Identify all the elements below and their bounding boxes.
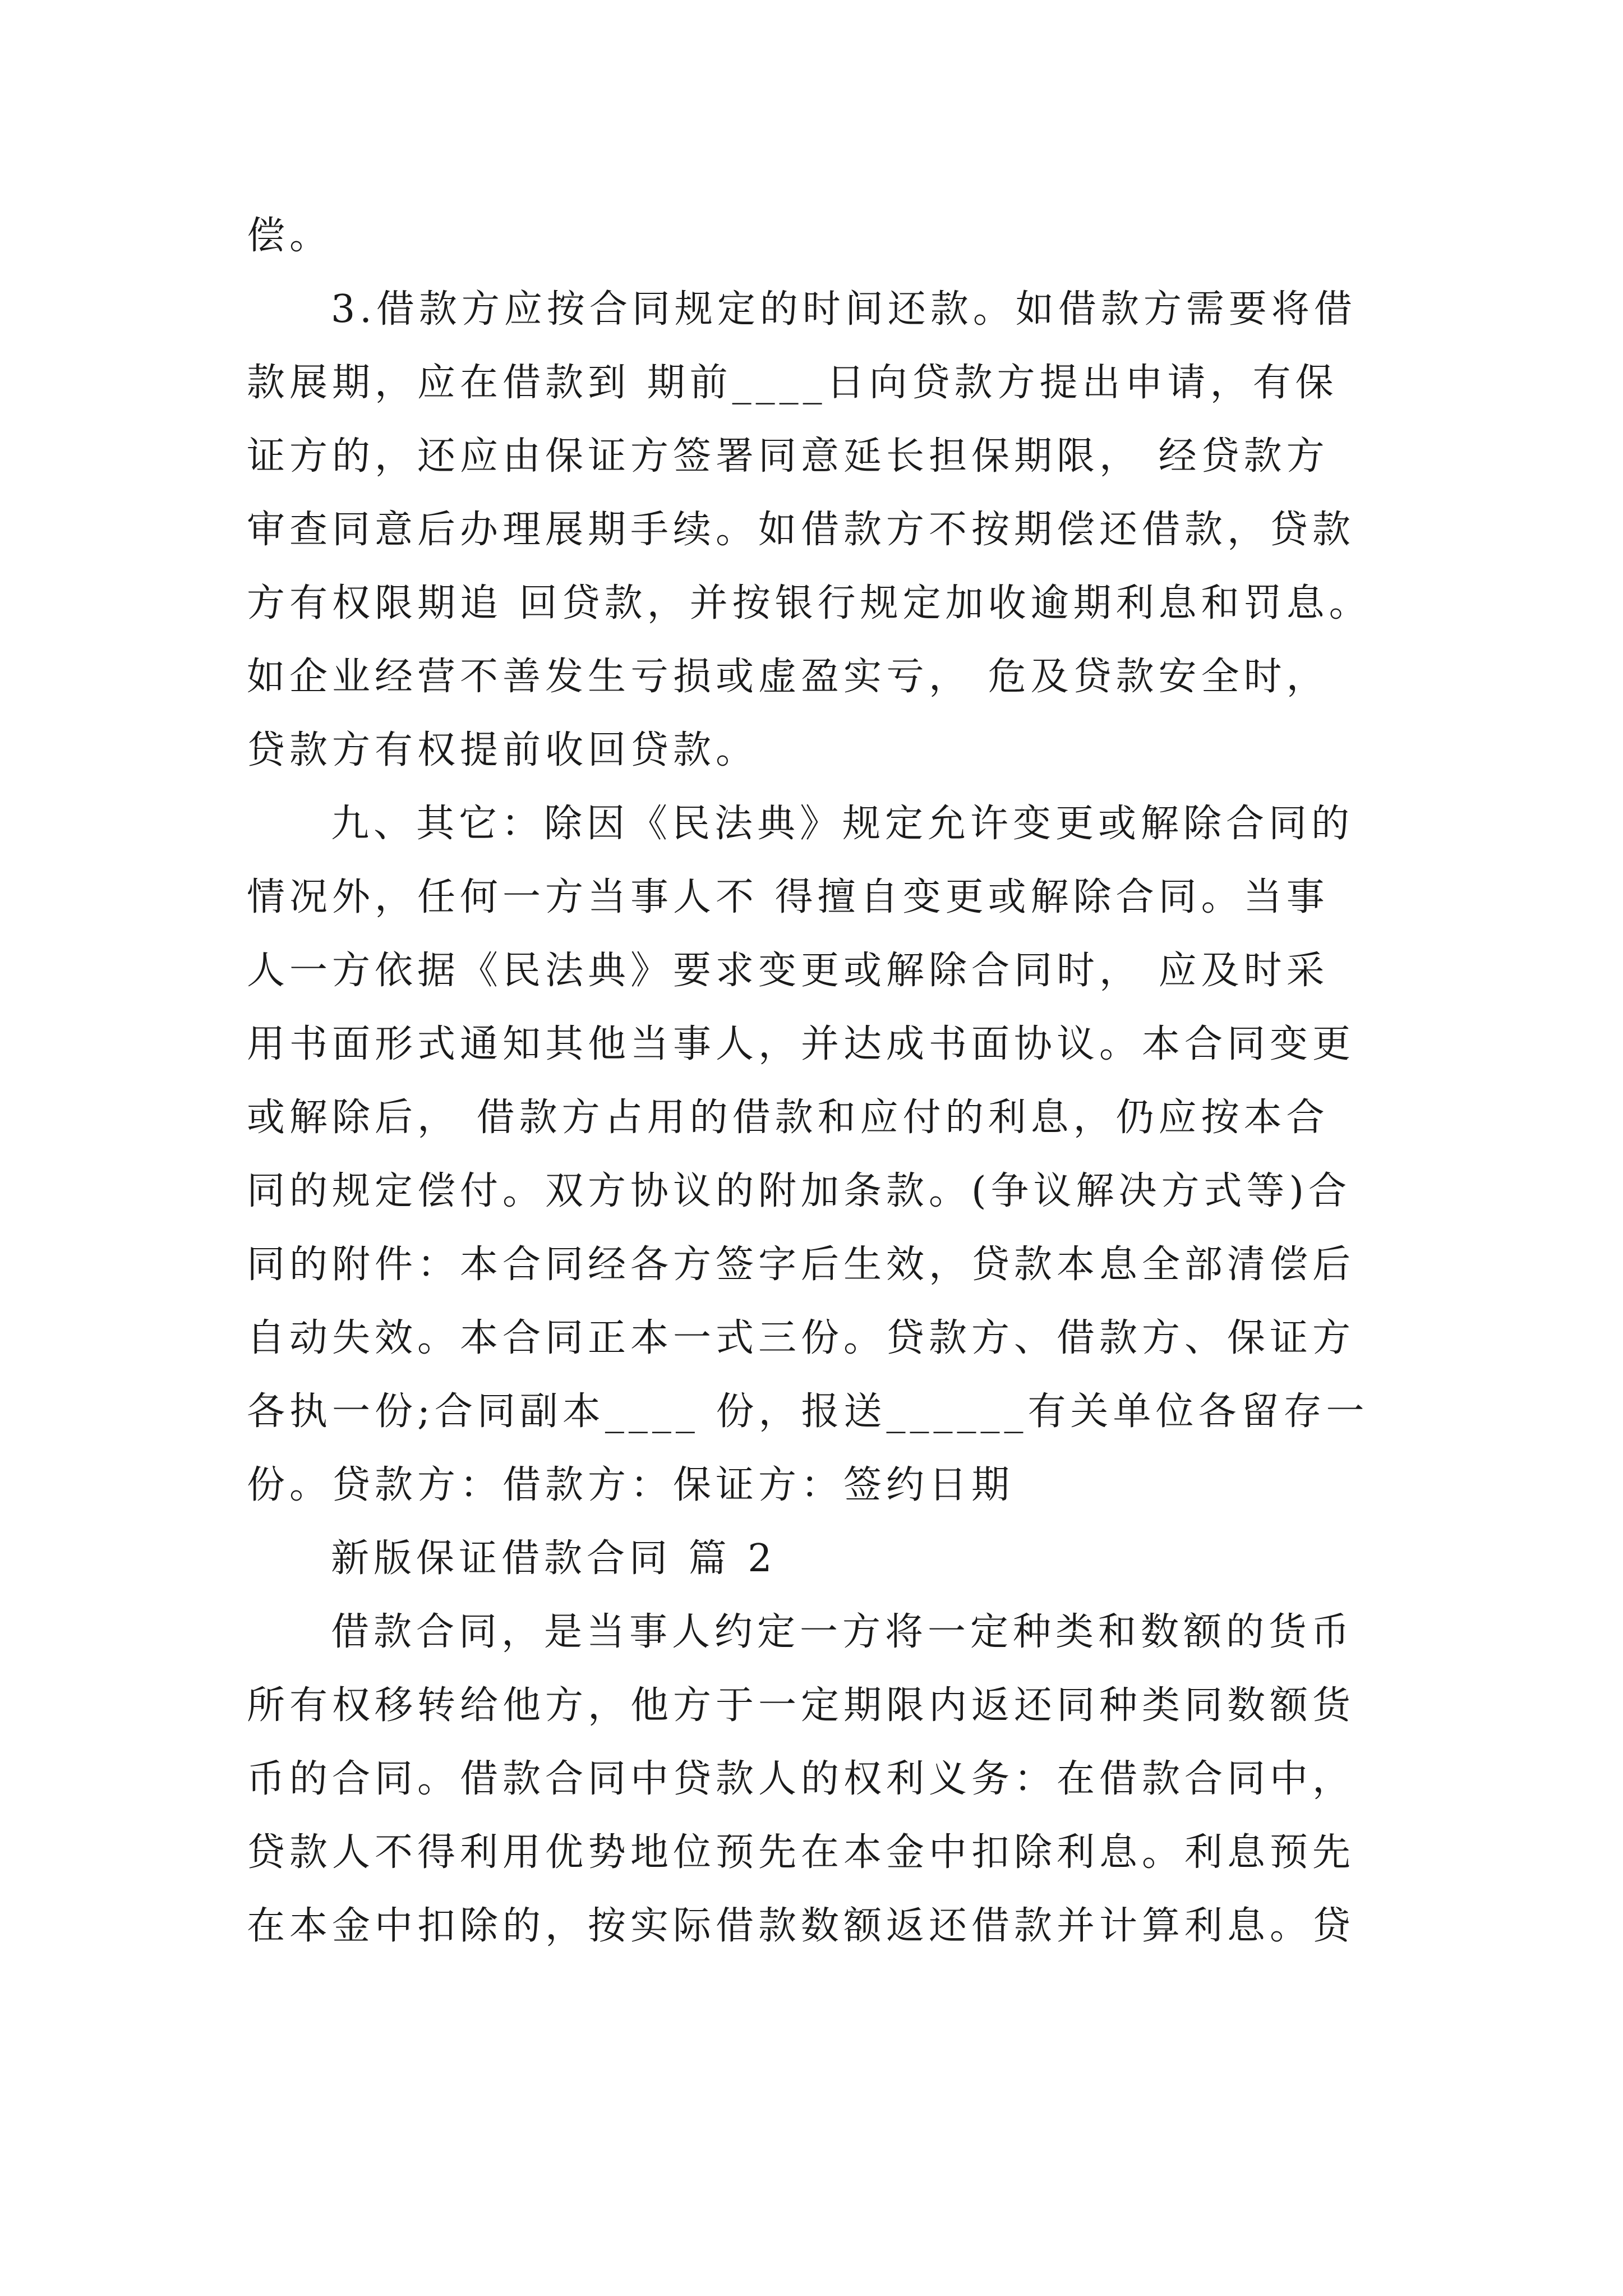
text-line: 贷款方有权提前收回贷款。: [247, 728, 759, 772]
text-line: 在本金中扣除的，按实际借款数额返还借款并计算利息。贷: [247, 1904, 1355, 1948]
text-line: 币的合同。借款合同中贷款人的权利义务：在借款合同中，: [247, 1757, 1355, 1801]
text-line: 所有权移转给他方，他方于一定期限内返还同种类同数额货: [247, 1683, 1355, 1728]
text-line: 同的规定偿付。双方协议的附加条款。(争议解决方式等)合: [247, 1169, 1352, 1213]
text-line: 或解除后， 借款方占用的借款和应付的利息，仍应按本合: [247, 1096, 1329, 1140]
text-line: 人一方依据《民法典》要求变更或解除合同时， 应及时采: [247, 949, 1329, 993]
document-body: [247, 199, 1402, 1963]
text-line: 各执一份;合同副本____ 份，报送______有关单位各留存一: [247, 1389, 1369, 1434]
text-line: 九、其它：除因《民法典》规定允许变更或解除合同的: [331, 802, 1354, 846]
text-line: 款展期，应在借款到 期前____日向贷款方提出申请，有保: [247, 361, 1338, 405]
text-line: 如企业经营不善发生亏损或虚盈实亏， 危及贷款安全时，: [247, 655, 1329, 699]
text-line: 自动失效。本合同正本一式三份。贷款方、借款方、保证方: [247, 1316, 1355, 1360]
text-line: 同的附件：本合同经各方签字后生效，贷款本息全部清偿后: [247, 1243, 1355, 1287]
text-line: 审查同意后办理展期手续。如借款方不按期偿还借款，贷款: [247, 508, 1355, 552]
text-line: 新版保证借款合同 篇 2: [331, 1536, 777, 1581]
text-line: 证方的，还应由保证方签署同意延长担保期限， 经贷款方: [247, 434, 1329, 478]
text-line: 方有权限期追 回贷款，并按银行规定加收逾期利息和罚息。: [247, 581, 1372, 625]
text-line: 份。贷款方：借款方：保证方：签约日期: [247, 1463, 1015, 1507]
text-line: 3.借款方应按合同规定的时间还款。如借款方需要将借: [331, 287, 1357, 332]
text-line: 借款合同，是当事人约定一方将一定种类和数额的货币: [331, 1610, 1354, 1654]
text-line: 情况外，任何一方当事人不 得擅自变更或解除合同。当事: [247, 875, 1329, 919]
text-line: 偿。: [247, 214, 333, 258]
text-line: 贷款人不得利用优势地位预先在本金中扣除利息。利息预先: [247, 1830, 1355, 1875]
text-line: 用书面形式通知其他当事人，并达成书面协议。本合同变更: [247, 1022, 1355, 1066]
